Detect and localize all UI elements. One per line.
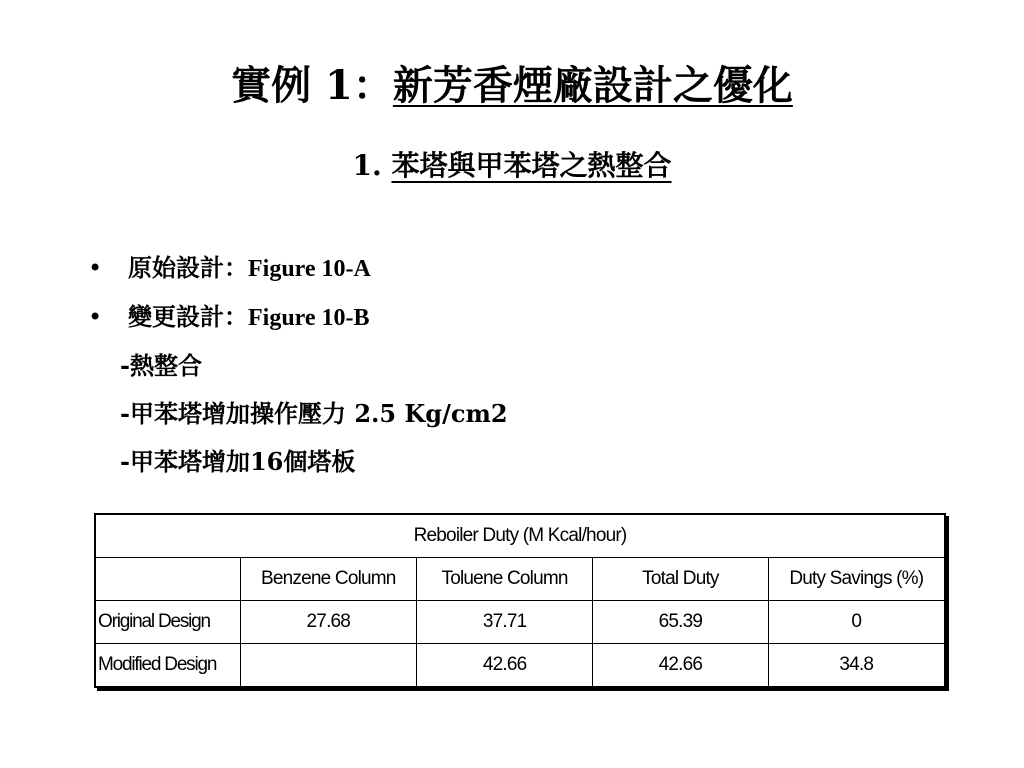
sub-item-heat-integration: -熱整合 <box>120 351 202 380</box>
cell-savings: 34.8 <box>768 644 945 688</box>
bullet-original-design <box>88 244 968 293</box>
sub-item-pressure: -甲苯塔增加操作壓力 2.5 Kg/cm2 <box>120 399 508 428</box>
header-total-duty: Total Duty <box>593 558 768 601</box>
subtitle-number: 1. <box>352 149 392 182</box>
slide-subtitle <box>0 142 1024 190</box>
bullet-icon: • <box>88 303 103 331</box>
reboiler-duty-table <box>94 513 946 688</box>
header-cell-empty <box>95 558 240 601</box>
cell-total: 42.66 <box>593 644 768 688</box>
bullet-label: 原始設計： <box>128 253 248 282</box>
bullet-value: Figure 10-A <box>248 256 371 282</box>
header-toluene-column: Toluene Column <box>416 558 592 601</box>
slide-body <box>88 244 968 486</box>
table-caption-row <box>95 514 945 558</box>
header-duty-savings: Duty Savings (%) <box>768 558 945 601</box>
slide-title-main: 新芳香煙廠設計之優化 <box>392 62 793 109</box>
bullet-icon: • <box>88 254 103 282</box>
cell-benzene: 27.68 <box>240 601 416 644</box>
table-header-row <box>95 558 945 601</box>
table-row <box>95 601 945 644</box>
sub-item-trays: -甲苯塔增加16個塔板 <box>120 447 356 476</box>
header-benzene-column: Benzene Column <box>240 558 416 601</box>
row-label-original: Original Design <box>95 601 240 644</box>
cell-savings: 0 <box>768 601 945 644</box>
bullet-value: Figure 10-B <box>248 305 370 331</box>
slide-title-prefix: 實例 1： <box>231 62 393 109</box>
row-label-modified: Modified Design <box>95 644 240 688</box>
cell-total: 65.39 <box>593 601 768 644</box>
slide-title <box>0 56 1024 116</box>
cell-toluene: 37.71 <box>416 601 592 644</box>
bullet-label: 變更設計： <box>128 302 248 331</box>
subtitle-main: 苯塔與甲苯塔之熱整合 <box>391 149 672 182</box>
cell-toluene: 42.66 <box>416 644 592 688</box>
table-row <box>95 644 945 688</box>
bullet-modified-design <box>88 293 968 342</box>
table-caption: Reboiler Duty (M Kcal/hour) <box>95 514 945 558</box>
cell-benzene <box>240 644 416 688</box>
